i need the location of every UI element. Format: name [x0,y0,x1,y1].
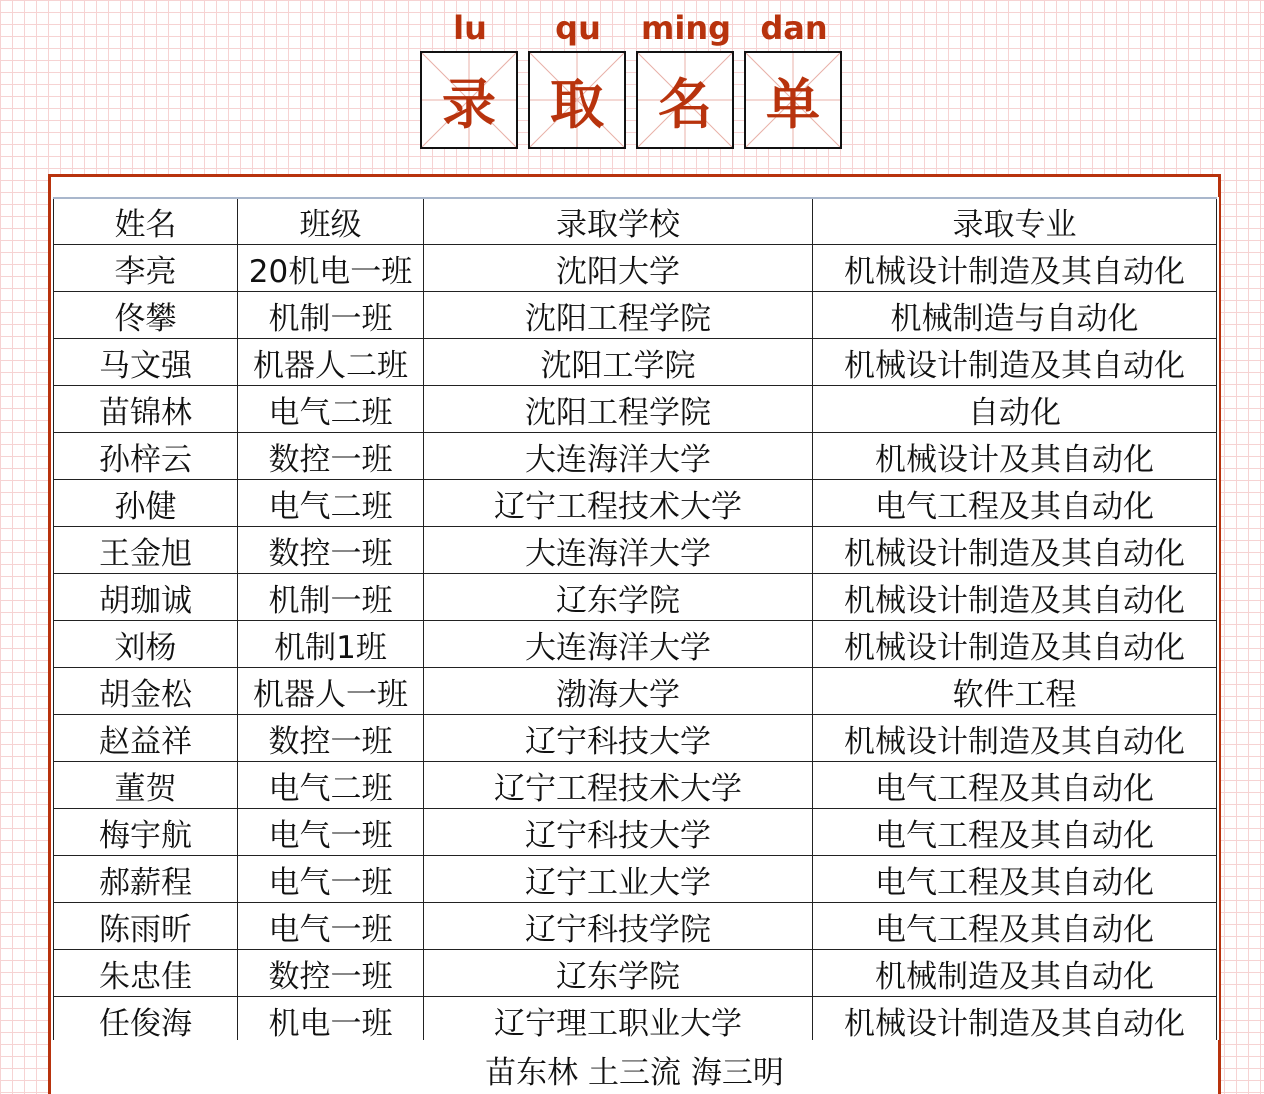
table-row [54,997,1217,1041]
cell-name: 胡金松 [54,668,238,715]
cell-school: 沈阳工学院 [424,339,813,386]
title-char-box [420,51,518,149]
table-row [54,339,1217,386]
cell-name: 李亮 [54,245,238,292]
cell-name: 胡珈诚 [54,574,238,621]
title-char-box [636,51,734,149]
cell-class: 机制一班 [238,292,424,339]
title-char: 名 [658,72,712,136]
pinyin-row [418,8,850,48]
cell-class: 电气一班 [238,809,424,856]
cell-class: 机器人一班 [238,668,424,715]
cell-school: 辽宁工业大学 [424,856,813,903]
column-header-class: 班级 [238,198,424,245]
cell-major: 电气工程及其自动化 [813,856,1217,903]
cell-school: 大连海洋大学 [424,527,813,574]
cell-name: 刘杨 [54,621,238,668]
cell-name: 梅宇航 [54,809,238,856]
admission-table [53,197,1217,1040]
cell-major: 机械制造及其自动化 [813,950,1217,997]
table-row [54,950,1217,997]
table-row [54,574,1217,621]
column-header-name: 姓名 [54,198,238,245]
table-row [54,621,1217,668]
cell-school: 大连海洋大学 [424,621,813,668]
cell-name: 孙梓云 [54,433,238,480]
cell-major: 自动化 [813,386,1217,433]
cell-name: 陈雨昕 [54,903,238,950]
table-row [54,668,1217,715]
cell-school: 辽宁科技大学 [424,715,813,762]
cell-major: 电气工程及其自动化 [813,809,1217,856]
cell-class: 20机电一班 [238,245,424,292]
title-char-box [528,51,626,149]
cell-major: 机械设计制造及其自动化 [813,574,1217,621]
cell-school: 辽宁科技大学 [424,809,813,856]
cell-school: 渤海大学 [424,668,813,715]
cell-class: 电气二班 [238,762,424,809]
table-row [54,527,1217,574]
table-row [54,856,1217,903]
cell-major: 机械设计制造及其自动化 [813,997,1217,1041]
cell-major: 软件工程 [813,668,1217,715]
cell-major: 电气工程及其自动化 [813,762,1217,809]
table-row [54,386,1217,433]
table-row [54,809,1217,856]
cell-school: 沈阳工程学院 [424,292,813,339]
cell-school: 辽宁工程技术大学 [424,480,813,527]
cell-major: 机械设计制造及其自动化 [813,715,1217,762]
cell-school: 沈阳大学 [424,245,813,292]
content-frame [48,174,1221,1094]
table-body [54,245,1217,1041]
cell-major: 机械设计制造及其自动化 [813,527,1217,574]
cell-class: 数控一班 [238,715,424,762]
table-row [54,245,1217,292]
cell-school: 辽宁理工职业大学 [424,997,813,1041]
cell-class: 机器人二班 [238,339,424,386]
cell-class: 数控一班 [238,433,424,480]
cell-name: 王金旭 [54,527,238,574]
cell-name: 马文强 [54,339,238,386]
table-row [54,715,1217,762]
cell-major: 电气工程及其自动化 [813,903,1217,950]
cell-name: 赵益祥 [54,715,238,762]
cell-school: 沈阳工程学院 [424,386,813,433]
table-row [54,762,1217,809]
cell-class: 电气二班 [238,386,424,433]
table-header-row [54,198,1217,245]
cell-major: 机械设计制造及其自动化 [813,339,1217,386]
title-char-box [744,51,842,149]
cell-school: 辽宁科技学院 [424,903,813,950]
cell-school: 大连海洋大学 [424,433,813,480]
admission-sheet [53,197,1219,1040]
cell-major: 机械设计制造及其自动化 [813,621,1217,668]
cell-name: 董贺 [54,762,238,809]
cell-class: 机制一班 [238,574,424,621]
table-row [54,292,1217,339]
cell-class: 机制1班 [238,621,424,668]
footer-partial-text: 苗东林 土三流 海三明 [485,1055,784,1091]
cell-school: 辽宁工程技术大学 [424,762,813,809]
cell-name: 苗锦林 [54,386,238,433]
cell-class: 数控一班 [238,527,424,574]
title-char: 取 [550,72,604,136]
cell-name: 郝薪程 [54,856,238,903]
cell-major: 机械设计及其自动化 [813,433,1217,480]
pinyin-qu: qu [555,9,601,47]
pinyin-lu: lu [453,9,487,47]
column-header-major: 录取专业 [813,198,1217,245]
pinyin-dan: dan [760,9,828,47]
cell-major: 机械设计制造及其自动化 [813,245,1217,292]
title-char: 录 [442,72,496,136]
cell-class: 电气一班 [238,903,424,950]
cell-name: 佟攀 [54,292,238,339]
table-row [54,433,1217,480]
table-row [54,480,1217,527]
cell-class: 电气二班 [238,480,424,527]
cell-major: 机械制造与自动化 [813,292,1217,339]
title-char: 单 [766,72,820,136]
pinyin-ming: ming [641,9,731,47]
cell-class: 数控一班 [238,950,424,997]
cell-name: 任俊海 [54,997,238,1041]
cell-school: 辽东学院 [424,950,813,997]
column-header-school: 录取学校 [424,198,813,245]
cell-class: 电气一班 [238,856,424,903]
cell-school: 辽东学院 [424,574,813,621]
cell-class: 机电一班 [238,997,424,1041]
cell-name: 朱忠佳 [54,950,238,997]
title-banner [418,4,850,154]
table-row [54,903,1217,950]
cell-name: 孙健 [54,480,238,527]
cell-major: 电气工程及其自动化 [813,480,1217,527]
